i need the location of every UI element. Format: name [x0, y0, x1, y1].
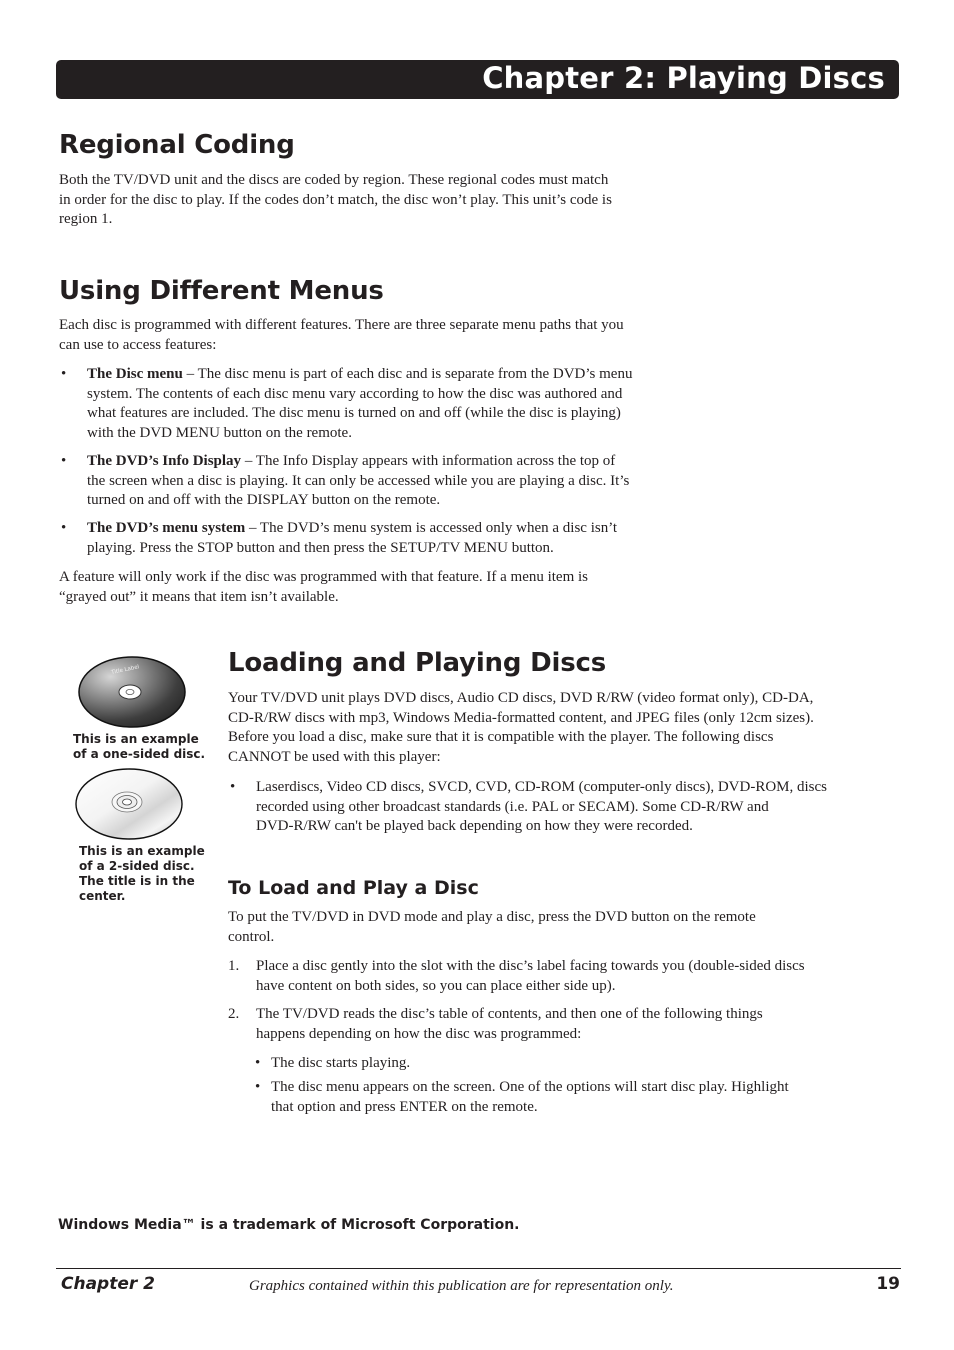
text-line: Each disc is programmed with different features. There are three separate menu paths that you: [59, 317, 624, 333]
text-line: DVD-R/RW can't be played back depending on how they were recorded.: [256, 818, 693, 834]
text-line: Place a disc gently into the slot with the disc’s label facing towards you (double-sided discs: [256, 958, 805, 974]
footer-chapter: Chapter 2: [61, 1274, 156, 1294]
load-step-2: [228, 1005, 900, 1045]
text-line: recorded using other broadcast standards (i.e. PAL or SECAM). Some CD-R/RW and: [256, 798, 769, 815]
text-line: – The disc menu is part of each disc and is separate from the DVD’s menu: [182, 366, 633, 382]
regional-coding-heading: Regional Coding: [59, 130, 295, 160]
bullet-body: [256, 778, 827, 837]
bullet-mark: •: [230, 779, 236, 795]
disc-title-label: Title Label: [110, 664, 140, 676]
menu-bullet-disc-menu: [61, 365, 741, 445]
footer-divider: [56, 1268, 901, 1269]
text-line: Your TV/DVD unit plays DVD discs, Audio CD discs, DVD R/RW (video format only), CD-DA,: [228, 690, 814, 706]
bullet-mark: •: [255, 1079, 261, 1095]
text-line: A feature will only work if the disc was programmed with that feature. If a menu item is: [59, 569, 589, 585]
loading-discs-heading: Loading and Playing Discs: [228, 648, 606, 678]
text-line: the screen when a disc is playing. It can only be accessed while you are playing a disc. It’s: [87, 472, 630, 489]
menu-bullet-info-display: [61, 452, 741, 512]
footer-note: Graphics contained within this publication are for representation only.: [249, 1278, 674, 1294]
using-menus-intro: [59, 316, 624, 355]
step-number: 1.: [228, 958, 240, 974]
text-line: that option and press ENTER on the remote.: [271, 1098, 538, 1115]
bullet-body: [271, 1054, 410, 1074]
bullet-mark: •: [61, 366, 67, 382]
text-line: with the DVD MENU button on the remote.: [87, 424, 352, 441]
caption-line: of a 2-sided disc.: [79, 859, 195, 873]
caption-line: of a one-sided disc.: [73, 747, 206, 761]
two-sided-disc-image: [72, 766, 186, 842]
bullet-term: The Disc menu: [87, 366, 183, 382]
caption-line: The title is in the: [79, 874, 195, 888]
load-step-1: [228, 957, 900, 997]
load-and-play-intro: [228, 908, 756, 947]
load-sub-bullet-1: [255, 1054, 895, 1074]
text-line: The disc starts playing.: [271, 1055, 411, 1071]
bullet-mark: •: [61, 453, 67, 469]
text-line: system. The contents of each disc menu vary according to how the disc was authored and: [87, 385, 623, 402]
chapter-title: Chapter 2: Playing Discs: [482, 61, 885, 95]
text-line: in order for the disc to play. If the codes don’t match, the disc won’t play. This unit’s code is: [59, 191, 612, 208]
caption-line: This is an example: [79, 844, 205, 858]
text-line: playing. Press the STOP button and then press the SETUP/TV MENU button.: [87, 539, 554, 556]
bullet-body: [87, 365, 632, 443]
chapter-header-bar: [56, 60, 899, 99]
text-line: control.: [228, 928, 275, 945]
bullet-mark: •: [61, 520, 67, 536]
bullet-term: The DVD’s Info Display: [87, 453, 242, 469]
text-line: CD-R/RW discs with mp3, Windows Media-formatted content, and JPEG files (only 12cm sizes).: [228, 709, 814, 726]
using-menus-heading: Using Different Menus: [59, 276, 384, 306]
step-body: [256, 1005, 763, 1044]
using-menus-outro: [59, 568, 588, 607]
bullet-body: [87, 519, 617, 558]
text-line: happens depending on how the disc was programmed:: [256, 1025, 582, 1042]
text-line: “grayed out” it means that item isn’t available.: [59, 588, 339, 605]
text-line: To put the TV/DVD in DVD mode and play a disc, press the DVD button on the remote: [228, 909, 756, 925]
text-line: region 1.: [59, 211, 113, 227]
text-line: what features are included. The disc menu is turned on and off (while the disc is playing): [87, 405, 621, 421]
text-line: can use to access features:: [59, 336, 217, 353]
load-and-play-heading: To Load and Play a Disc: [228, 877, 479, 899]
text-line: Laserdiscs, Video CD discs, SVCD, CVD, CD-ROM (computer-only discs), DVD-ROM, discs: [256, 779, 827, 795]
text-line: have content on both sides, so you can place either side up).: [256, 977, 616, 994]
text-line: turned on and off with the DISPLAY button on the remote.: [87, 492, 441, 508]
loading-discs-text: [228, 689, 814, 767]
text-line: Before you load a disc, make sure that it is compatible with the player. The following discs: [228, 729, 774, 745]
bullet-mark: •: [255, 1055, 261, 1071]
menu-bullet-menu-system: [61, 519, 741, 559]
text-line: – The Info Display appears with information across the top of: [241, 453, 616, 469]
caption-one-sided: [73, 732, 205, 762]
text-line: The disc menu appears on the screen. One of the options will start disc play. Highlight: [271, 1079, 789, 1095]
load-sub-bullet-2: [255, 1078, 895, 1118]
caption-line: center.: [79, 889, 126, 903]
page-number: 19: [876, 1274, 900, 1294]
text-line: The TV/DVD reads the disc’s table of contents, and then one of the following things: [256, 1006, 763, 1022]
incompatible-discs-bullet: [230, 778, 900, 838]
step-body: [256, 957, 805, 996]
trademark-note: Windows Media™ is a trademark of Microsoft Corporation.: [58, 1217, 520, 1233]
bullet-term: The DVD’s menu system: [87, 520, 246, 536]
step-number: 2.: [228, 1006, 240, 1022]
caption-line: This is an example: [73, 732, 199, 746]
text-line: Both the TV/DVD unit and the discs are coded by region. These regional codes must match: [59, 172, 609, 188]
caption-two-sided: [79, 844, 205, 904]
text-line: CANNOT be used with this player:: [228, 748, 441, 765]
text-line: – The DVD’s menu system is accessed only when a disc isn’t: [245, 520, 618, 536]
bullet-body: [271, 1078, 789, 1117]
regional-coding-text: [59, 171, 612, 230]
bullet-body: [87, 452, 629, 511]
one-sided-disc-image: [76, 655, 190, 731]
